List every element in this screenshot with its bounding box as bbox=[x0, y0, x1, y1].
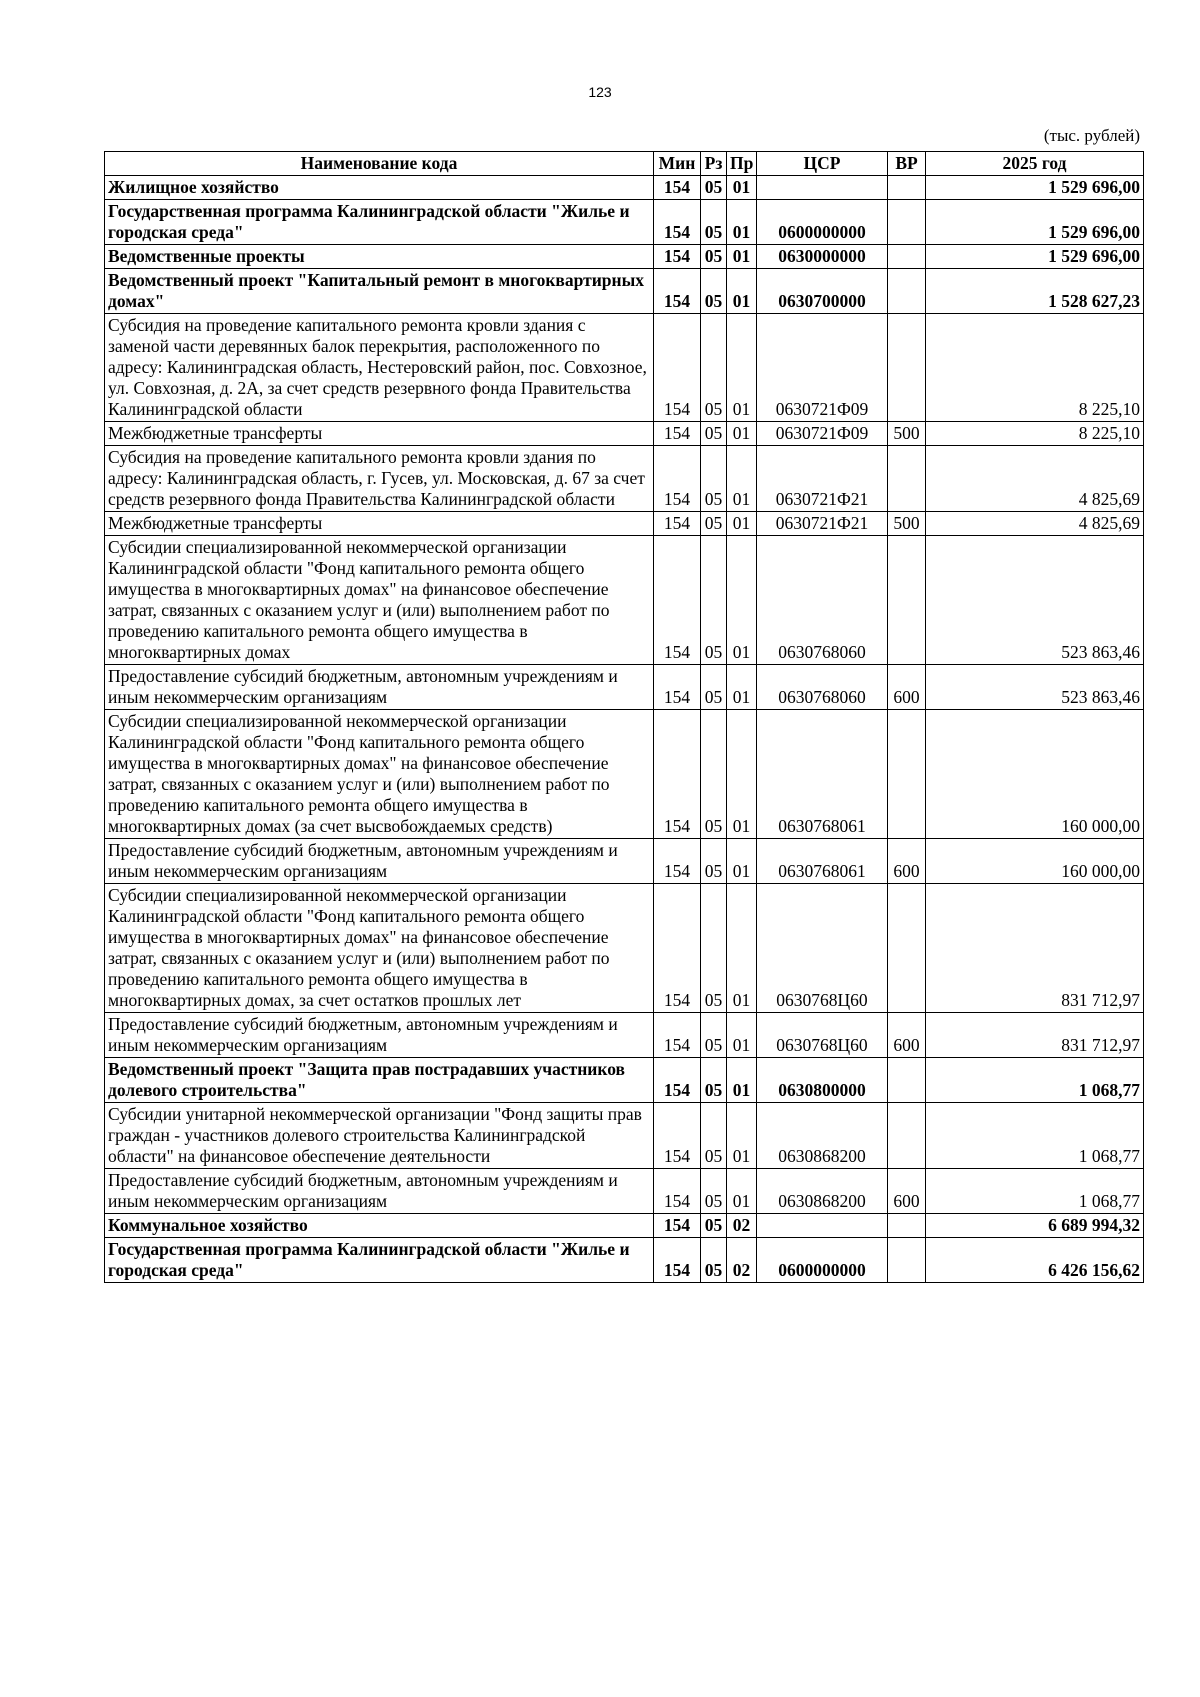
cell-name: Межбюджетные трансферты bbox=[105, 422, 654, 446]
table-row bbox=[105, 884, 1144, 1013]
cell-csr: 0630721Ф09 bbox=[757, 314, 888, 422]
cell-vr bbox=[888, 1214, 926, 1238]
cell-name: Предоставление субсидий бюджетным, автономным учреждениям и иным некоммерческим организациям bbox=[105, 1013, 654, 1058]
cell-pr: 01 bbox=[727, 245, 757, 269]
cell-rz: 05 bbox=[701, 446, 727, 512]
table-row bbox=[105, 269, 1144, 314]
cell-vr bbox=[888, 314, 926, 422]
cell-min: 154 bbox=[654, 536, 701, 665]
cell-min: 154 bbox=[654, 446, 701, 512]
cell-vr bbox=[888, 176, 926, 200]
cell-amount: 523 863,46 bbox=[926, 536, 1144, 665]
cell-name: Межбюджетные трансферты bbox=[105, 512, 654, 536]
cell-pr: 01 bbox=[727, 200, 757, 245]
cell-name: Субсидия на проведение капитального ремонта кровли здания по адресу: Калининградская область, г. Гусев, ул. Московская, д. 67 за счет средств резервного фонда Правительства Калининградской области bbox=[105, 446, 654, 512]
cell-name: Ведомственный проект "Защита прав пострадавших участников долевого строительства" bbox=[105, 1058, 654, 1103]
cell-amount: 1 068,77 bbox=[926, 1103, 1144, 1169]
table-row bbox=[105, 245, 1144, 269]
cell-vr bbox=[888, 536, 926, 665]
cell-amount: 6 689 994,32 bbox=[926, 1214, 1144, 1238]
cell-csr: 0630868200 bbox=[757, 1103, 888, 1169]
cell-vr bbox=[888, 710, 926, 839]
cell-pr: 01 bbox=[727, 665, 757, 710]
cell-csr bbox=[757, 176, 888, 200]
cell-vr: 600 bbox=[888, 1169, 926, 1214]
cell-min: 154 bbox=[654, 665, 701, 710]
cell-name: Субсидия на проведение капитального ремонта кровли здания с заменой части деревянных балок перекрытия, расположенного по адресу: Калининградская область, Нестеровский район, пос. Совхозное, ул. Совхозная, д. 2А, за счет средств резервного фонда Правительства Калининградской области bbox=[105, 314, 654, 422]
header-amount: 2025 год bbox=[926, 152, 1144, 176]
cell-name: Субсидии специализированной некоммерческой организации Калининградской области "Фонд капитального ремонта общего имущества в многоквартирных домах" на финансовое обеспечение затрат, связанных с оказанием услуг и (или) выполнением работ по проведению капитального ремонта общего имущества в многоквартирных домах (за счет высвобождаемых средств) bbox=[105, 710, 654, 839]
cell-pr: 01 bbox=[727, 1103, 757, 1169]
cell-amount: 1 529 696,00 bbox=[926, 200, 1144, 245]
cell-vr bbox=[888, 884, 926, 1013]
cell-amount: 8 225,10 bbox=[926, 314, 1144, 422]
cell-csr: 0630768Ц60 bbox=[757, 1013, 888, 1058]
cell-vr bbox=[888, 1103, 926, 1169]
cell-min: 154 bbox=[654, 1058, 701, 1103]
table-body bbox=[105, 176, 1144, 1283]
cell-rz: 05 bbox=[701, 839, 727, 884]
cell-vr bbox=[888, 269, 926, 314]
cell-min: 154 bbox=[654, 269, 701, 314]
table-row bbox=[105, 1238, 1144, 1283]
cell-rz: 05 bbox=[701, 200, 727, 245]
cell-vr bbox=[888, 1238, 926, 1283]
cell-name: Государственная программа Калининградской области "Жилье и городская среда" bbox=[105, 1238, 654, 1283]
cell-min: 154 bbox=[654, 710, 701, 839]
cell-rz: 05 bbox=[701, 1103, 727, 1169]
table-row bbox=[105, 422, 1144, 446]
cell-amount: 523 863,46 bbox=[926, 665, 1144, 710]
cell-vr bbox=[888, 1058, 926, 1103]
table-row bbox=[105, 665, 1144, 710]
cell-amount: 831 712,97 bbox=[926, 884, 1144, 1013]
cell-name: Ведомственные проекты bbox=[105, 245, 654, 269]
table-row bbox=[105, 446, 1144, 512]
table-row bbox=[105, 200, 1144, 245]
table-row bbox=[105, 1058, 1144, 1103]
cell-min: 154 bbox=[654, 422, 701, 446]
cell-name: Субсидии специализированной некоммерческой организации Калининградской области "Фонд капитального ремонта общего имущества в многоквартирных домах" на финансовое обеспечение затрат, связанных с оказанием услуг и (или) выполнением работ по проведению капитального ремонта общего имущества в многоквартирных домах bbox=[105, 536, 654, 665]
cell-pr: 01 bbox=[727, 536, 757, 665]
cell-pr: 01 bbox=[727, 839, 757, 884]
cell-csr: 0600000000 bbox=[757, 1238, 888, 1283]
cell-amount: 1 528 627,23 bbox=[926, 269, 1144, 314]
budget-table bbox=[104, 151, 1144, 1283]
cell-pr: 01 bbox=[727, 710, 757, 839]
header-vr: ВР bbox=[888, 152, 926, 176]
cell-csr: 0630800000 bbox=[757, 1058, 888, 1103]
cell-min: 154 bbox=[654, 1103, 701, 1169]
cell-csr: 0630000000 bbox=[757, 245, 888, 269]
cell-min: 154 bbox=[654, 1238, 701, 1283]
cell-rz: 05 bbox=[701, 176, 727, 200]
cell-min: 154 bbox=[654, 512, 701, 536]
header-name: Наименование кода bbox=[105, 152, 654, 176]
cell-amount: 1 529 696,00 bbox=[926, 176, 1144, 200]
cell-amount: 160 000,00 bbox=[926, 710, 1144, 839]
table-row bbox=[105, 839, 1144, 884]
cell-min: 154 bbox=[654, 176, 701, 200]
table-row bbox=[105, 1169, 1144, 1214]
cell-name: Предоставление субсидий бюджетным, автономным учреждениям и иным некоммерческим организациям bbox=[105, 839, 654, 884]
cell-rz: 05 bbox=[701, 422, 727, 446]
header-csr: ЦСР bbox=[757, 152, 888, 176]
cell-name: Государственная программа Калининградской области "Жилье и городская среда" bbox=[105, 200, 654, 245]
cell-pr: 01 bbox=[727, 422, 757, 446]
cell-rz: 05 bbox=[701, 1169, 727, 1214]
cell-vr: 500 bbox=[888, 422, 926, 446]
cell-name: Субсидии специализированной некоммерческой организации Калининградской области "Фонд капитального ремонта общего имущества в многоквартирных домах" на финансовое обеспечение затрат, связанных с оказанием услуг и (или) выполнением работ по проведению капитального ремонта общего имущества в многоквартирных домах, за счет остатков прошлых лет bbox=[105, 884, 654, 1013]
table-row bbox=[105, 1214, 1144, 1238]
header-pr: Пр bbox=[727, 152, 757, 176]
cell-vr: 600 bbox=[888, 839, 926, 884]
cell-amount: 4 825,69 bbox=[926, 512, 1144, 536]
cell-name: Ведомственный проект "Капитальный ремонт в многоквартирных домах" bbox=[105, 269, 654, 314]
cell-min: 154 bbox=[654, 839, 701, 884]
header-min: Мин bbox=[654, 152, 701, 176]
cell-pr: 01 bbox=[727, 1058, 757, 1103]
cell-rz: 05 bbox=[701, 1238, 727, 1283]
cell-rz: 05 bbox=[701, 1013, 727, 1058]
cell-min: 154 bbox=[654, 1214, 701, 1238]
cell-csr: 0630768061 bbox=[757, 839, 888, 884]
cell-rz: 05 bbox=[701, 710, 727, 839]
header-rz: Рз bbox=[701, 152, 727, 176]
cell-csr: 0630768Ц60 bbox=[757, 884, 888, 1013]
cell-min: 154 bbox=[654, 314, 701, 422]
cell-csr: 0630721Ф09 bbox=[757, 422, 888, 446]
table-header bbox=[105, 152, 1144, 176]
cell-vr: 600 bbox=[888, 1013, 926, 1058]
cell-csr: 0630700000 bbox=[757, 269, 888, 314]
cell-rz: 05 bbox=[701, 884, 727, 1013]
cell-name: Субсидии унитарной некоммерческой организации "Фонд защиты прав граждан - участников долевого строительства Калининградской области" на финансовое обеспечение деятельности bbox=[105, 1103, 654, 1169]
cell-pr: 02 bbox=[727, 1214, 757, 1238]
cell-pr: 02 bbox=[727, 1238, 757, 1283]
cell-csr: 0630768060 bbox=[757, 536, 888, 665]
cell-csr: 0630721Ф21 bbox=[757, 446, 888, 512]
cell-rz: 05 bbox=[701, 269, 727, 314]
cell-rz: 05 bbox=[701, 512, 727, 536]
cell-amount: 1 068,77 bbox=[926, 1058, 1144, 1103]
cell-min: 154 bbox=[654, 200, 701, 245]
units-label: (тыс. рублей) bbox=[1043, 126, 1140, 145]
cell-csr: 0600000000 bbox=[757, 200, 888, 245]
cell-min: 154 bbox=[654, 1013, 701, 1058]
cell-pr: 01 bbox=[727, 884, 757, 1013]
cell-rz: 05 bbox=[701, 665, 727, 710]
cell-vr: 600 bbox=[888, 665, 926, 710]
table-row bbox=[105, 512, 1144, 536]
cell-rz: 05 bbox=[701, 314, 727, 422]
cell-pr: 01 bbox=[727, 269, 757, 314]
cell-csr bbox=[757, 1214, 888, 1238]
cell-amount: 6 426 156,62 bbox=[926, 1238, 1144, 1283]
cell-name: Предоставление субсидий бюджетным, автономным учреждениям и иным некоммерческим организациям bbox=[105, 1169, 654, 1214]
cell-amount: 160 000,00 bbox=[926, 839, 1144, 884]
cell-pr: 01 bbox=[727, 314, 757, 422]
cell-vr bbox=[888, 245, 926, 269]
cell-amount: 4 825,69 bbox=[926, 446, 1144, 512]
cell-rz: 05 bbox=[701, 1214, 727, 1238]
cell-csr: 0630768061 bbox=[757, 710, 888, 839]
cell-name: Коммунальное хозяйство bbox=[105, 1214, 654, 1238]
table-row bbox=[105, 176, 1144, 200]
cell-amount: 831 712,97 bbox=[926, 1013, 1144, 1058]
cell-min: 154 bbox=[654, 1169, 701, 1214]
cell-vr: 500 bbox=[888, 512, 926, 536]
table-row bbox=[105, 314, 1144, 422]
page-number: 123 bbox=[588, 84, 612, 100]
cell-pr: 01 bbox=[727, 512, 757, 536]
cell-pr: 01 bbox=[727, 446, 757, 512]
cell-pr: 01 bbox=[727, 1013, 757, 1058]
cell-name: Жилищное хозяйство bbox=[105, 176, 654, 200]
cell-vr bbox=[888, 446, 926, 512]
cell-csr: 0630721Ф21 bbox=[757, 512, 888, 536]
cell-rz: 05 bbox=[701, 536, 727, 665]
cell-pr: 01 bbox=[727, 1169, 757, 1214]
cell-rz: 05 bbox=[701, 245, 727, 269]
cell-min: 154 bbox=[654, 884, 701, 1013]
cell-amount: 1 529 696,00 bbox=[926, 245, 1144, 269]
cell-csr: 0630768060 bbox=[757, 665, 888, 710]
cell-name: Предоставление субсидий бюджетным, автономным учреждениям и иным некоммерческим организациям bbox=[105, 665, 654, 710]
cell-amount: 1 068,77 bbox=[926, 1169, 1144, 1214]
cell-min: 154 bbox=[654, 245, 701, 269]
cell-vr bbox=[888, 200, 926, 245]
table-row bbox=[105, 1013, 1144, 1058]
table-row bbox=[105, 710, 1144, 839]
cell-rz: 05 bbox=[701, 1058, 727, 1103]
cell-pr: 01 bbox=[727, 176, 757, 200]
cell-csr: 0630868200 bbox=[757, 1169, 888, 1214]
cell-amount: 8 225,10 bbox=[926, 422, 1144, 446]
table-row bbox=[105, 1103, 1144, 1169]
table-row bbox=[105, 536, 1144, 665]
